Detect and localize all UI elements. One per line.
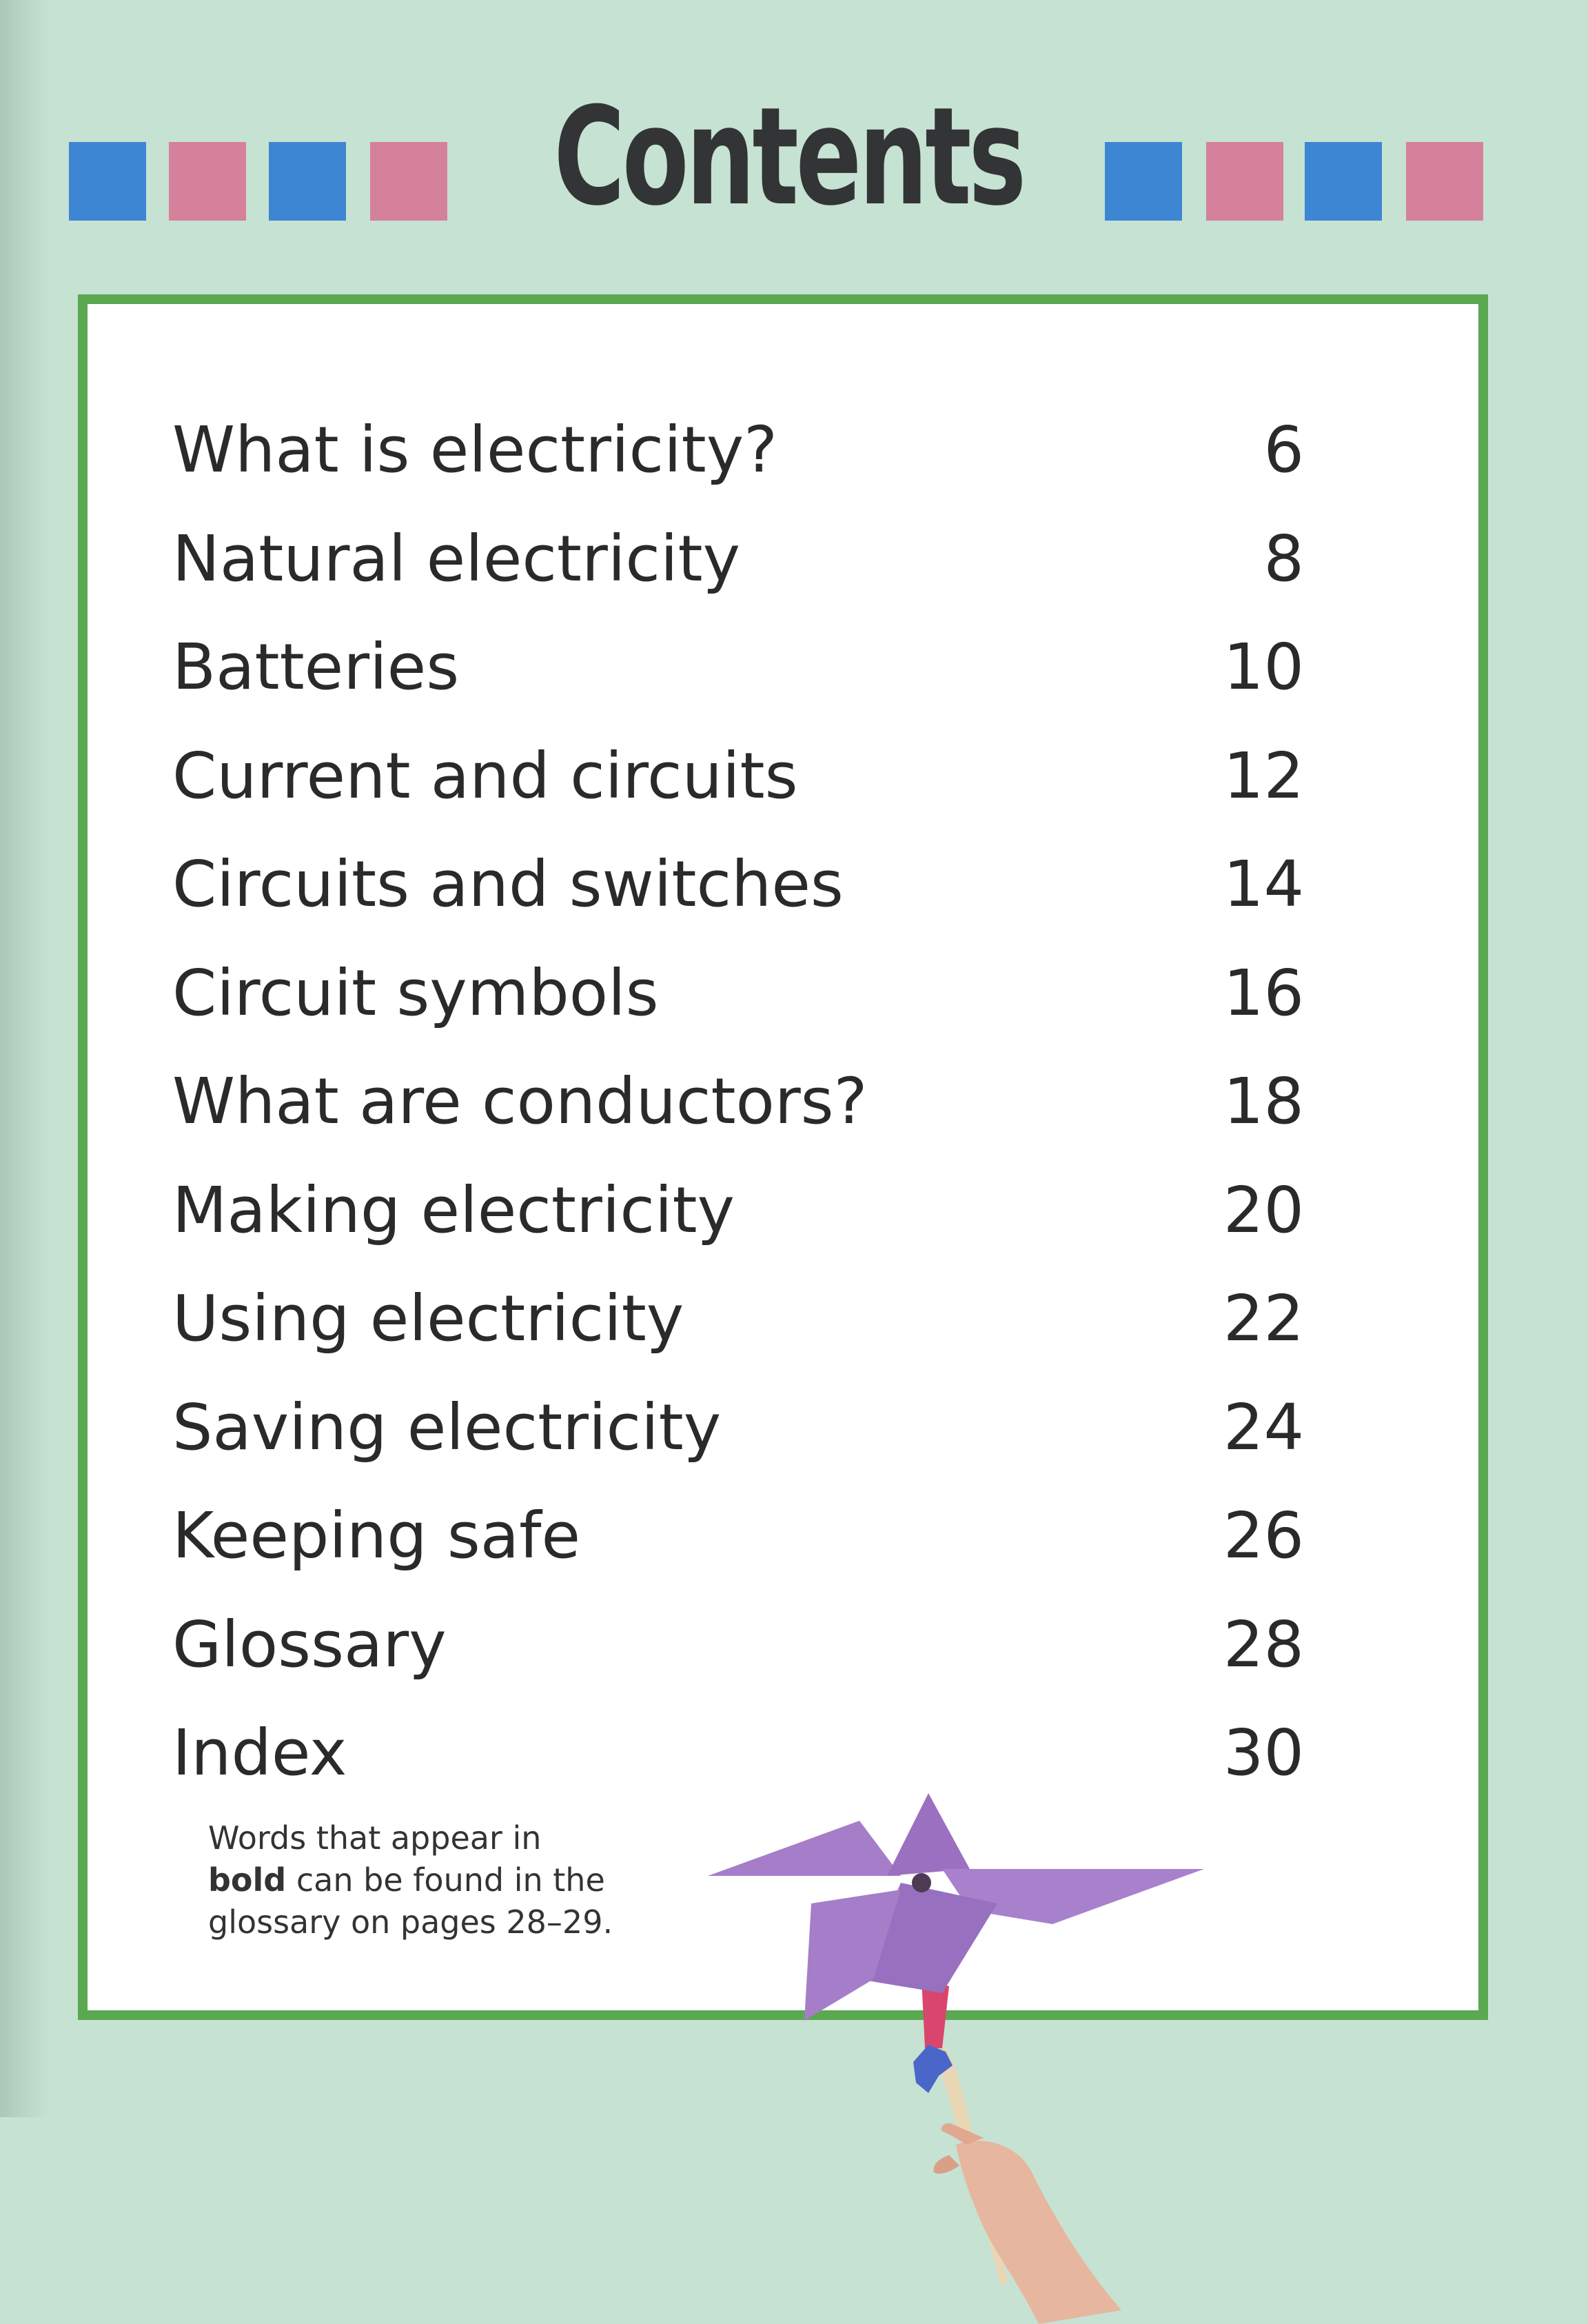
toc-page-number: 16 [1223,956,1304,1030]
toc-label: Index [172,1716,347,1790]
decor-square-blue [69,142,146,221]
toc-entry [88,1380,1478,1476]
decor-square-pink [1406,142,1483,221]
toc-label: Circuit symbols [172,956,659,1030]
toc-entry [88,1053,1478,1150]
toc-page-number: 26 [1223,1499,1304,1573]
decor-square-blue [1105,142,1182,221]
note-line-2: can be found in the [286,1861,605,1899]
hand [956,2141,1121,2324]
pinwheel-blade [887,1793,970,1876]
toc-label: Natural electricity [172,521,741,596]
toc-label: Making electricity [172,1173,735,1247]
toc-entry [88,728,1478,825]
toc-page-number: 6 [1263,413,1304,487]
toc-page-number: 8 [1263,521,1304,596]
toc-page-number: 22 [1223,1282,1304,1355]
decor-square-blue [1305,142,1382,221]
decor-square-pink [1206,142,1283,221]
toc-entry [88,1162,1478,1259]
toc-page-number: 10 [1223,630,1304,704]
toc-page-number: 14 [1223,847,1304,921]
page-edge-shadow [0,0,48,2117]
note-bold-word: bold [208,1861,287,1899]
thumb [933,2155,959,2174]
toc-label: Keeping safe [172,1499,581,1573]
note-line-1: Words that appear in [208,1819,542,1857]
toc-label: Using electricity [172,1282,684,1355]
note-line-3: glossary on pages 28–29. [208,1903,613,1941]
header [0,0,1588,290]
toc-page-number: 28 [1223,1607,1304,1681]
pinwheel-center [912,1873,931,1892]
toc-page-number: 18 [1223,1064,1304,1138]
toc-entry [88,1597,1478,1693]
toc-label: Current and circuits [172,738,798,813]
glossary-note [208,1817,691,1943]
toc-label: Batteries [172,630,460,704]
contents-panel [78,294,1488,2020]
toc-entry [88,402,1478,498]
toc-label: What is electricity? [172,413,777,487]
toc-label: Saving electricity [172,1390,722,1464]
pinwheel-blade [708,1821,901,1876]
toc-entry [88,836,1478,933]
toc-label: What are conductors? [172,1064,868,1138]
toc-entry [88,511,1478,607]
toc-page-number: 24 [1223,1390,1304,1464]
toc-label: Circuits and switches [172,847,844,921]
toc-page-number: 20 [1223,1173,1304,1247]
pinwheel-photo [694,1786,1218,2324]
toc-page-number: 12 [1223,738,1304,813]
toc-label: Glossary [172,1607,447,1681]
page-title: Contents [553,79,1024,236]
toc-entry [88,1271,1478,1367]
toc-page-number: 30 [1223,1716,1304,1790]
toc-entry [88,1488,1478,1584]
toc-entry [88,945,1478,1042]
toc-entry [88,619,1478,716]
